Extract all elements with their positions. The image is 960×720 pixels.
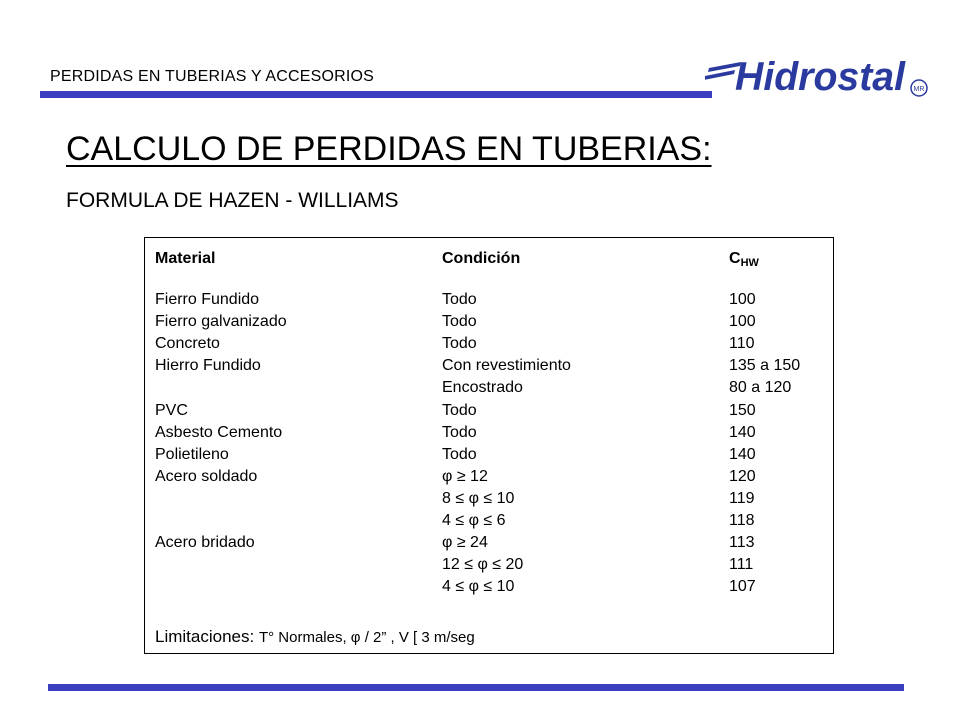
cell-coefficient: 80 a 120 (729, 379, 792, 397)
cell-condition: Todo (442, 335, 477, 353)
cell-condition: Con revestimiento (442, 357, 571, 375)
cell-coefficient: 100 (729, 313, 756, 331)
cell-coefficient: 140 (729, 445, 756, 463)
cell-material: Acero soldado (155, 467, 258, 485)
header-title: PERDIDAS EN TUBERIAS Y ACCESORIOS (50, 68, 375, 85)
cell-material: Fierro galvanizado (155, 313, 287, 331)
cell-material: PVC (155, 401, 188, 419)
cell-condition: 8 ≤ φ ≤ 10 (442, 489, 515, 507)
table-row (145, 556, 833, 578)
page-subtitle: FORMULA DE HAZEN - WILLIAMS (66, 189, 399, 212)
cell-condition: φ ≥ 12 (442, 467, 488, 485)
cell-coefficient: 120 (729, 467, 756, 485)
cell-material: Fierro Fundido (155, 291, 260, 308)
table-row (145, 402, 833, 424)
table-row (145, 313, 833, 335)
column-header-condition: Condición (442, 250, 521, 267)
table-row (145, 424, 833, 446)
cell-coefficient: 119 (729, 489, 755, 507)
table-row (145, 335, 833, 357)
limitations-note (155, 627, 475, 647)
logo-wordmark: Hidrostal (735, 55, 906, 99)
page-title: CALCULO DE PERDIDAS EN TUBERIAS: (66, 130, 712, 168)
table-row (145, 291, 833, 313)
cell-coefficient: 140 (729, 423, 756, 441)
cell-condition: Todo (442, 445, 477, 463)
table-row (145, 468, 833, 490)
cell-coefficient: 100 (729, 291, 756, 308)
limitations-label: Limitaciones: (155, 627, 255, 646)
table-row (145, 512, 833, 534)
cell-material: Polietileno (155, 445, 229, 463)
cell-coefficient: 150 (729, 401, 756, 419)
cell-condition: Todo (442, 401, 477, 419)
cell-material: Hierro Fundido (155, 357, 261, 375)
cell-condition: Todo (442, 423, 477, 441)
table-row (145, 357, 833, 379)
cell-material: Acero bridado (155, 534, 255, 552)
table-row (145, 446, 833, 468)
table-row (145, 490, 833, 512)
cell-condition: Todo (442, 313, 477, 331)
table-row (145, 534, 833, 556)
footer-divider (48, 684, 904, 691)
column-header-material: Material (155, 250, 216, 267)
limitations-detail: T° Normales, φ / 2” , V [ 3 m/seg (258, 629, 475, 646)
hazen-williams-table (144, 237, 834, 654)
cell-condition: 12 ≤ φ ≤ 20 (442, 556, 524, 574)
cell-material: Concreto (155, 335, 220, 353)
cell-coefficient: 118 (729, 512, 755, 529)
cell-condition: Encostrado (442, 379, 523, 397)
hidrostal-logo (705, 40, 930, 110)
cell-condition: Todo (442, 291, 477, 308)
table-row (145, 578, 833, 600)
cell-coefficient: 135 a 150 (729, 357, 801, 375)
cell-condition: 4 ≤ φ ≤ 6 (442, 512, 506, 529)
cell-coefficient: 107 (729, 578, 756, 596)
cell-coefficient: 111 (729, 556, 754, 574)
cell-condition: 4 ≤ φ ≤ 10 (442, 578, 515, 596)
column-header-coefficient: $C_{HW}$ (729, 250, 759, 269)
cell-coefficient: 113 (729, 534, 755, 552)
logo-trademark: MR (913, 86, 925, 93)
table-row (145, 379, 833, 401)
cell-material: Asbesto Cemento (155, 423, 283, 441)
cell-condition: φ ≥ 24 (442, 534, 488, 552)
header-divider (40, 91, 712, 98)
cell-coefficient: 110 (729, 335, 755, 353)
